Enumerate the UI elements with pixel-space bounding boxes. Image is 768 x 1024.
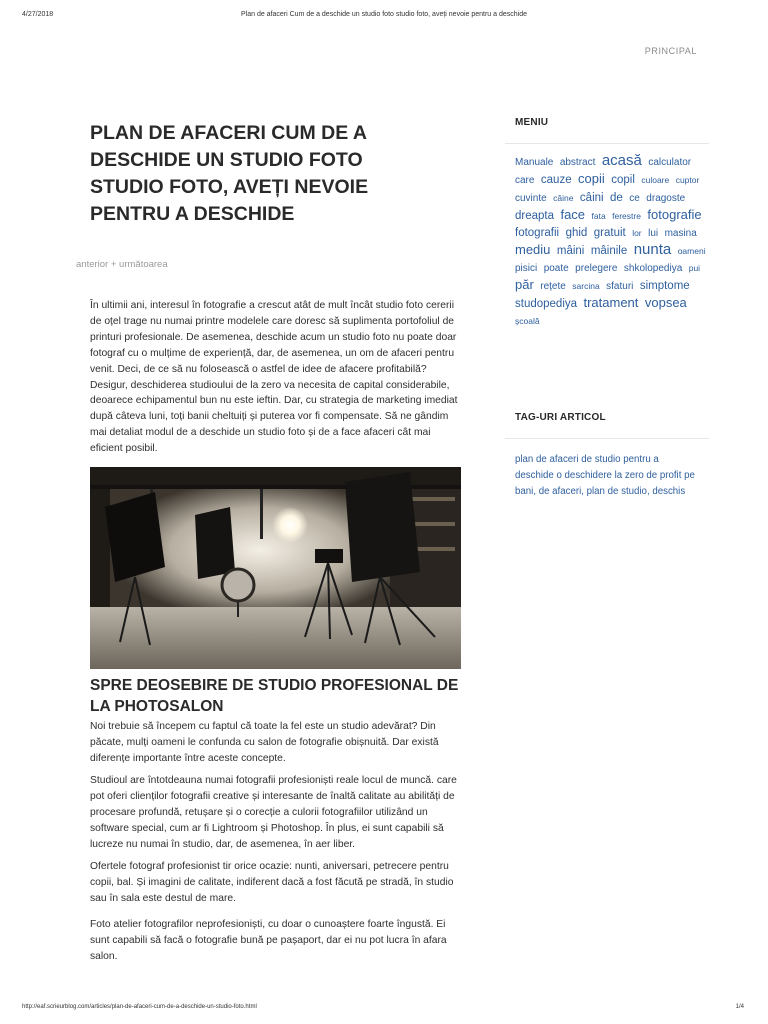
- tag-link[interactable]: păr: [515, 277, 534, 292]
- intro-paragraph: În ultimii ani, interesul în fotografie a crescut atât de mult încât studio foto cererii de oțel trage nu numai printre modelele care doresc să suplimenta portofoliul de printuri profesionale. De asemenea, deschide acum un studio foto nu poate doar fotograf cu o mulțime de experiență, dar, de asemenea, un om de afaceri pentru venit. Deci, de ce să nu folosească o astfel de idee de afacere profitabilă? Desigur, deschiderea studioului de la zero va necesita de capital considerabile, deoarece echipamentul bun nu este ieftin. Dar, cu strategia de marketing imediat după câteva luni, toți banii cheltuiți și puterea vor fi compensate. Să ne gândim mai detaliat modul de a deschide un studio foto și de a face afaceri cât mai eficient posibil.: [90, 300, 458, 455]
- section-title: SPRE DEOSEBIRE DE STUDIO PROFESIONAL DE LA PHOTOSALON: [90, 677, 459, 715]
- tag-link[interactable]: fotografie: [647, 207, 702, 222]
- tag-link[interactable]: studopediya: [515, 298, 578, 310]
- tag-link[interactable]: shkolopediya: [623, 263, 683, 274]
- menu-divider: [505, 143, 709, 144]
- tag-link[interactable]: câine: [553, 193, 574, 203]
- tag-link[interactable]: câini: [579, 192, 604, 204]
- menu-heading: MENIU: [515, 117, 549, 128]
- article-tags-heading: TAG-URI ARTICOL: [515, 412, 606, 423]
- paragraph-2: Noi trebuie să începem cu faptul că toate la fel este un studio adevărat? Din păcate, mulți oameni le confunda cu salon de fotografie obișnuită. Dar există diferențe importante între aceste concepte.: [90, 721, 439, 764]
- tag-link[interactable]: prelegere: [575, 263, 618, 274]
- tag-link[interactable]: rețete: [540, 281, 566, 292]
- print-page-number: 1/4: [735, 1004, 744, 1010]
- paragraph-4: Ofertele fotograf profesionist tir orice ocazie: nunti, aniversari, petrecere pentru copii, bal. Și imagini de calitate, indiferent dacă a fost făcută pe stradă, în studio sau în sala este destul de mare.: [90, 861, 454, 904]
- print-url: http://eaf.scrieurblog.com/articles/plan-de-afaceri-cum-de-a-deschide-un-studio-foto.html: [22, 1004, 257, 1010]
- tag-link[interactable]: dreapta: [515, 210, 555, 222]
- tag-cloud: [515, 153, 710, 329]
- tag-link[interactable]: școală: [515, 316, 540, 326]
- tag-link[interactable]: copil: [611, 174, 635, 186]
- article-title: PLAN DE AFACERI CUM DE A DESCHIDE UN STUDIO FOTO STUDIO FOTO, AVEȚI NEVOIE PENTRU A DESCHIDE: [90, 122, 369, 225]
- tag-link[interactable]: lui: [648, 228, 659, 239]
- tag-link[interactable]: abstract: [559, 157, 596, 168]
- tag-link[interactable]: acasă: [601, 152, 642, 169]
- tag-link[interactable]: care: [515, 175, 535, 186]
- tag-link[interactable]: mâinile: [590, 245, 628, 257]
- tag-link[interactable]: ce: [629, 193, 640, 204]
- tag-link[interactable]: calculator: [648, 157, 692, 168]
- next-link[interactable]: următoarea: [119, 259, 168, 270]
- tag-link[interactable]: vopsea: [644, 295, 687, 310]
- article-pager: [76, 259, 168, 270]
- tag-link[interactable]: pui: [688, 263, 701, 273]
- tag-link[interactable]: de: [610, 192, 623, 204]
- tag-link[interactable]: fata: [591, 211, 606, 221]
- tag-link[interactable]: face: [560, 207, 586, 222]
- article-tags-link[interactable]: plan de afaceri de studio pentru a deschide o deschidere la zero de profit pe bani, de afaceri, plan de studio, deschis: [515, 454, 695, 497]
- tag-link[interactable]: masina: [664, 228, 697, 239]
- previous-link[interactable]: anterior: [76, 259, 109, 270]
- print-title: Plan de afaceri Cum de a deschide un studio foto studio foto, aveți nevoie pentru a deschide: [240, 11, 528, 18]
- tag-link[interactable]: Manuale: [515, 157, 554, 168]
- tag-link[interactable]: poate: [543, 263, 569, 274]
- tag-link[interactable]: mediu: [515, 242, 551, 257]
- tag-link[interactable]: sfaturi: [606, 281, 634, 292]
- article-tags-divider: [505, 438, 709, 439]
- tag-link[interactable]: simptome: [639, 280, 690, 292]
- tag-link[interactable]: lor: [632, 228, 642, 238]
- tag-link[interactable]: cuptor: [675, 175, 700, 185]
- print-date: 4/27/2018: [22, 11, 54, 18]
- tag-link[interactable]: cauze: [540, 174, 572, 186]
- tag-link[interactable]: oameni: [677, 246, 706, 256]
- tag-link[interactable]: dragoste: [646, 193, 686, 204]
- studio-photo: [90, 467, 461, 669]
- tag-link[interactable]: gratuit: [593, 227, 626, 239]
- tag-link[interactable]: culoare: [641, 175, 670, 185]
- tag-link[interactable]: sarcina: [572, 281, 600, 291]
- tag-link[interactable]: fotografii: [515, 227, 560, 239]
- tag-link[interactable]: pisici: [515, 263, 538, 274]
- tag-link[interactable]: ghid: [565, 227, 588, 239]
- pager-separator: +: [108, 259, 120, 270]
- paragraph-5: Foto atelier fotografilor neprofesioniști, cu doar o cunoaștere foarte îngustă. Ei sunt capabili să facă o fotografie bună pe pașaport, dar ei nu pot lucra în afara salon.: [90, 919, 447, 962]
- tag-link[interactable]: cuvinte: [515, 193, 547, 204]
- tag-link[interactable]: tratament: [583, 295, 639, 310]
- tag-link[interactable]: mâini: [556, 245, 585, 257]
- tag-link[interactable]: nunta: [633, 241, 672, 258]
- nav-principal-link[interactable]: PRINCIPAL: [644, 46, 697, 56]
- tag-link[interactable]: copii: [578, 171, 605, 186]
- tag-link[interactable]: ferestre: [612, 211, 641, 221]
- paragraph-3: Studioul are întotdeauna numai fotografii profesioniști reale locul de muncă. care pot oferi clienților fotografii creative și interesante de înaltă calitate au abilități de procesare profundă, retușare și o corecție a culorii fotografiilor utilizând un software special, cum ar fi Lightroom și Photoshop. În plus, ei sunt capabili să lucreze nu numai în studio, dar, de asemenea, în aer liber.: [90, 775, 457, 850]
